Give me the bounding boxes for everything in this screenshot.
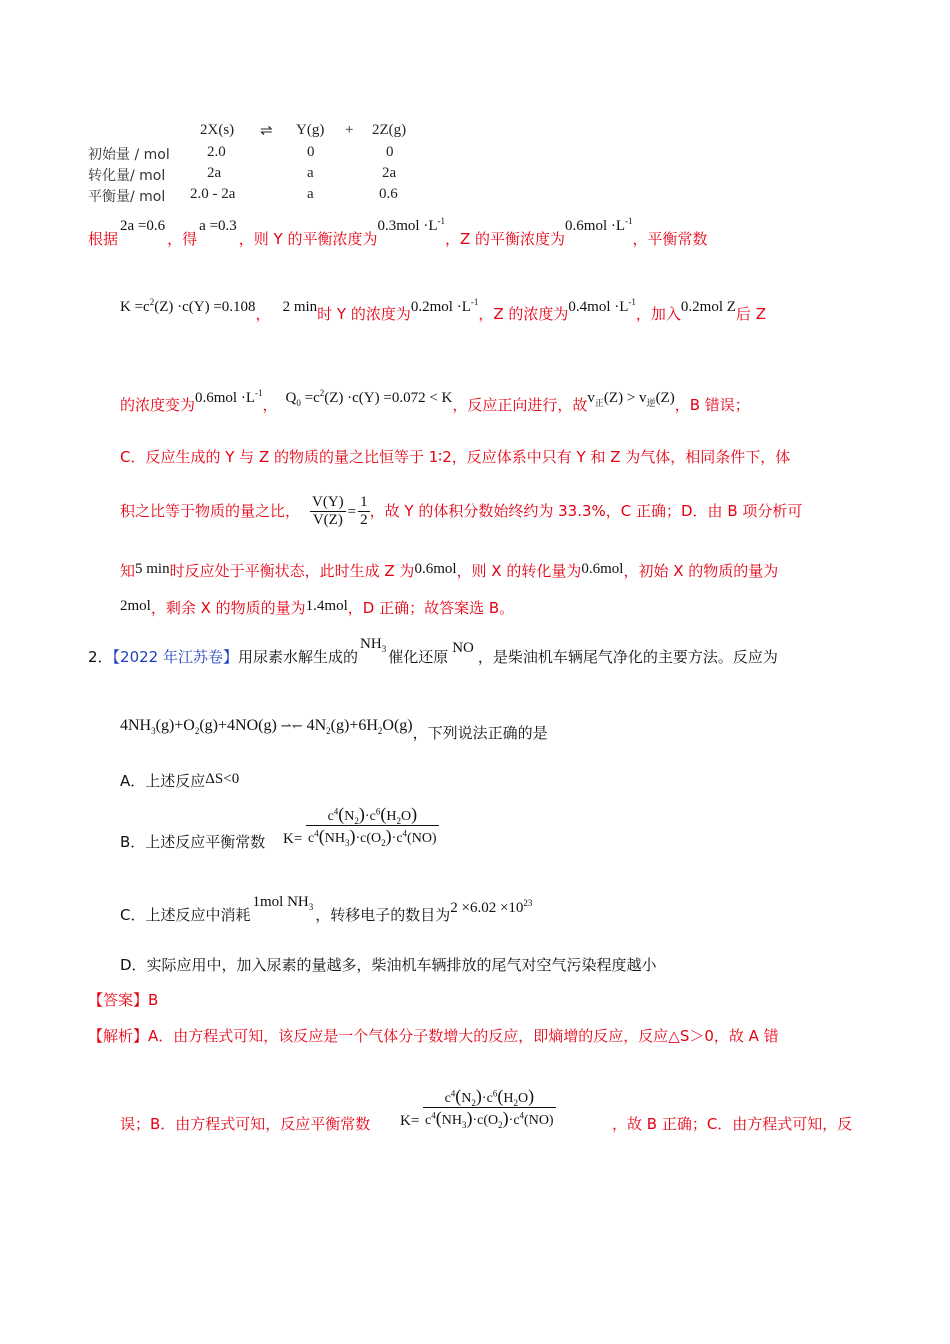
option-a: [120, 770, 239, 791]
option-label: B．上述反应平衡常数: [120, 833, 266, 851]
math-expr: $0.6mol \cdot L^{-1}$: [195, 388, 263, 406]
text: ，下列说法正确的是: [412, 724, 548, 742]
text: 用尿素水解生成的: [238, 648, 359, 666]
math-expr: 0.6mol: [581, 561, 624, 577]
analysis-line-2: [120, 297, 766, 324]
math-expr: =: [347, 504, 357, 520]
analysis-label: 【解析】: [88, 1027, 149, 1045]
math-expr: NO: [452, 640, 474, 656]
text: 催化还原: [388, 648, 449, 666]
math-expr: 5 min: [135, 561, 170, 577]
reaction-equation: $4NH_3(g)+O_2(g)+4NO(g)$ ⇀↽ $4N_2(g)+6H_2O(g)$: [120, 717, 413, 737]
option-c: [120, 894, 533, 925]
text: 时 Y 的浓度为: [317, 305, 411, 323]
math-expr: $0.4mol \cdot L^{-1}$: [568, 297, 636, 315]
answer-label: 【答案】: [88, 991, 149, 1009]
text: ，B 错误；: [674, 396, 750, 414]
text: 误；B．由方程式可知，反应平衡常数: [120, 1115, 371, 1133]
table-cell: 2.0 - 2a: [190, 186, 236, 202]
text: 时反应处于平衡状态，此时生成 Z 为: [169, 562, 415, 580]
math-expr: 0.6mol: [414, 561, 457, 577]
analysis-line-4: C．反应生成的 Y 与 Z 的物质的量之比恒等于 1∶2，反应体系中只有 Y 和 Z 为气体，相同条件下，体: [120, 448, 791, 466]
option-b: [120, 831, 265, 852]
text: ，平衡常数: [632, 230, 708, 248]
math-expr: $Q_0 =c^2(Z) \cdot c(Y) =0.072 < K$: [285, 388, 453, 408]
text: 知: [120, 562, 136, 580]
math-expr: $0.2mol \cdot L^{-1}$: [410, 297, 479, 315]
analysis-line-1: [88, 216, 708, 249]
text: ，: [262, 396, 278, 414]
math-expr: $0.3mol \cdot L^{-1}$: [377, 216, 445, 234]
question-2-stem: [88, 636, 778, 667]
analysis-2-line-1: [88, 1025, 779, 1046]
text: ，Z 的平衡浓度为: [444, 230, 566, 248]
math-expr: 2mol: [120, 598, 151, 614]
table-cell: 2.0: [207, 144, 226, 160]
text: 根据: [88, 230, 119, 248]
math-expr: 1.4mol: [305, 598, 348, 614]
text: ，初始 X 的物质的量为: [623, 562, 779, 580]
math-expr: $0.6mol \cdot L^{-1}$: [565, 216, 633, 234]
option-d: D．实际应用中，加入尿素的量越多，柴油机车辆排放的尾气对空气污染程度越小: [120, 956, 657, 974]
equilibrium-constant-expr-b: K= $\frac{c^4(N_2)\cdot c^6(H_2O)}{c^4(NH_3)\cdot c(O_2)\cdot c^4(NO)}$: [283, 804, 437, 848]
text: ，剩余 X 的物质的量为: [150, 599, 306, 617]
table-row-label: 平衡量/ mol: [88, 189, 166, 205]
table-cell: a: [307, 186, 314, 202]
analysis-line-6: [120, 560, 778, 581]
answer-line: [88, 989, 158, 1010]
text: ，故 Y 的体积分数始终约为 33.3%，C 正确；D．由 B 项分析可: [369, 502, 803, 520]
math-expr: $v_正(Z) > v_逆(Z)$: [587, 390, 675, 408]
table-cell: 0.6: [379, 186, 398, 202]
ratio-fraction: $\frac{1}{2}$: [360, 494, 368, 528]
math-expr: 2a =0.6: [120, 218, 166, 234]
equilibrium-constant-expr-analysis: K= $\frac{c^4(N_2)\cdot c^6(H_2O)}{c^4(NH_3)\cdot c(O_2)\cdot c^4(NO)}$: [400, 1086, 554, 1130]
table-cell: 0: [307, 144, 315, 160]
math-expr: 0.2mol Z: [680, 299, 736, 315]
text: A．由方程式可知，该反应是一个气体分子数增大的反应，即熵增的反应，反应△S＞0，故 A 错: [148, 1027, 779, 1045]
text: ，得: [167, 230, 198, 248]
text: ，D 正确；故答案选 B。: [347, 599, 515, 617]
text: 的浓度变为: [120, 396, 196, 414]
table-header-plus: +: [345, 122, 354, 138]
table-row-label: 转化量/ mol: [88, 168, 166, 184]
math-expr: $2 \times 6.02 \times 10^{23}$: [450, 898, 533, 916]
analysis-2-line-2-tail: ，故 B 正确；C．由方程式可知，反: [612, 1115, 853, 1133]
table-cell: 0: [386, 144, 394, 160]
text: 积之比等于物质的量之比，: [120, 502, 301, 520]
text: ，则 Y 的平衡浓度为: [238, 230, 378, 248]
option-label: A．上述反应: [120, 772, 206, 790]
math-expr: $NH_3$: [360, 636, 387, 654]
math-expr: a =0.3: [199, 218, 237, 234]
text: ，则 X 的转化量为: [456, 562, 582, 580]
table-header-x: 2X(s): [200, 122, 235, 138]
text: ，是柴油机车辆尾气净化的主要方法。反应为: [477, 648, 778, 666]
answer-value: B: [148, 991, 159, 1009]
analysis-line-3: [120, 388, 750, 415]
text: ，Z 的浓度为: [478, 305, 569, 323]
math-expr: 2 min: [282, 299, 318, 315]
text: 后 Z: [735, 305, 766, 323]
table-header-y: Y(g): [296, 122, 325, 138]
text: ，反应正向进行，故: [452, 396, 588, 414]
analysis-line-7: [120, 597, 514, 618]
table-row-label: 初始量 / mol: [88, 147, 170, 163]
option-label: C．上述反应中消耗: [120, 906, 251, 924]
text: ，转移电子的数目为: [315, 906, 451, 924]
table-cell: a: [307, 165, 314, 181]
math-expr: ΔS<0: [205, 771, 240, 787]
table-cell: 2a: [207, 165, 222, 181]
analysis-line-5: [120, 494, 802, 529]
table-cell: 2a: [382, 165, 397, 181]
table-header-z: 2Z(g): [372, 122, 407, 138]
reaction-equation-line: [120, 717, 548, 743]
question-number: 2．: [88, 648, 113, 666]
volume-fraction: $\frac{V(Y)}{V(Z)}$: [312, 494, 344, 528]
equilibrium-arrow-icon: ⇌: [260, 123, 273, 139]
question-source: 【2022 年江苏卷】: [112, 648, 238, 666]
text: ，加入: [635, 305, 681, 323]
reversible-arrow-icon: ⇀↽: [280, 718, 303, 733]
text: ，: [255, 305, 271, 323]
math-expr: $K =c^2(Z) \cdot c(Y) =0.108$: [120, 297, 256, 315]
math-expr: 1mol $NH_3$: [252, 894, 314, 912]
analysis-2-line-2: [120, 1113, 370, 1134]
